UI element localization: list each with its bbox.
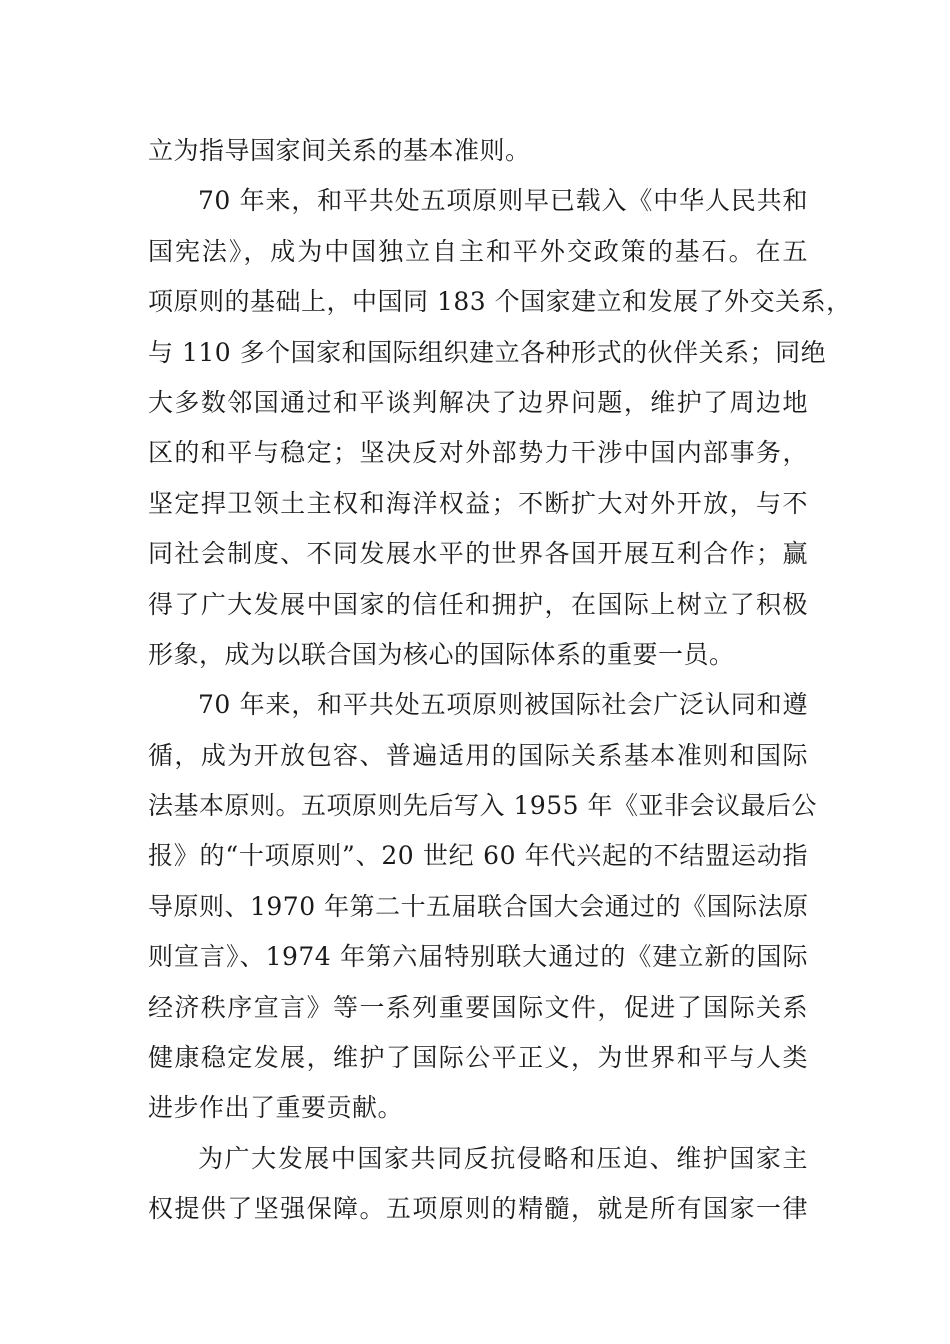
text-line: 70 年来，和平共处五项原则被国际社会广泛认同和遵 (198, 690, 808, 720)
text-line: 大多数邻国通过和平谈判解决了边界问题，维护了周边地 (148, 387, 808, 417)
document-body (148, 126, 852, 1235)
text-line: 坚定捍卫领土主权和海洋权益；不断扩大对外开放，与不 (148, 488, 808, 518)
text-line: 则宣言》、1974 年第六届特别联大通过的《建立新的国际 (148, 942, 808, 972)
text-line: 进步作出了重要贡献。 (148, 1093, 404, 1123)
text-line: 经济秩序宣言》等一系列重要国际文件，促进了国际关系 (148, 992, 808, 1022)
text-line: 报》的“十项原则”、20 世纪 60 年代兴起的不结盟运动指 (148, 841, 808, 871)
text-line: 形象，成为以联合国为核心的国际体系的重要一员。 (148, 639, 735, 669)
text-line: 为广大发展中国家共同反抗侵略和压迫、维护国家主 (198, 1143, 808, 1173)
text-line: 区的和平与稳定；坚决反对外部势力干涉中国内部事务， (148, 438, 808, 468)
text-line: 导原则、1970 年第二十五届联合国大会通过的《国际法原 (148, 891, 809, 921)
text-line: 同社会制度、不同发展水平的世界各国开展互利合作；赢 (148, 539, 808, 569)
text-line: 国宪法》，成为中国独立自主和平外交政策的基石。在五 (148, 236, 808, 266)
text-line: 权提供了坚强保障。五项原则的精髓，就是所有国家一律 (148, 1194, 808, 1224)
text-line: 项原则的基础上，中国同 183 个国家建立和发展了外交关系， (148, 287, 852, 317)
text-line: 得了广大发展中国家的信任和拥护，在国际上树立了积极 (148, 589, 808, 619)
text-line: 立为指导国家间关系的基本准则。 (148, 136, 531, 165)
text-line: 循，成为开放包容、普遍适用的国际关系基本准则和国际 (148, 740, 808, 770)
text-line: 健康稳定发展，维护了国际公平正义，为世界和平与人类 (148, 1043, 808, 1073)
text-line: 法基本原则。五项原则先后写入 1955 年《亚非会议最后公 (148, 791, 818, 821)
text-line: 70 年来，和平共处五项原则早已载入《中华人民共和 (198, 186, 808, 216)
text-line: 与 110 多个国家和国际组织建立各种形式的伙伴关系；同绝 (148, 337, 827, 367)
